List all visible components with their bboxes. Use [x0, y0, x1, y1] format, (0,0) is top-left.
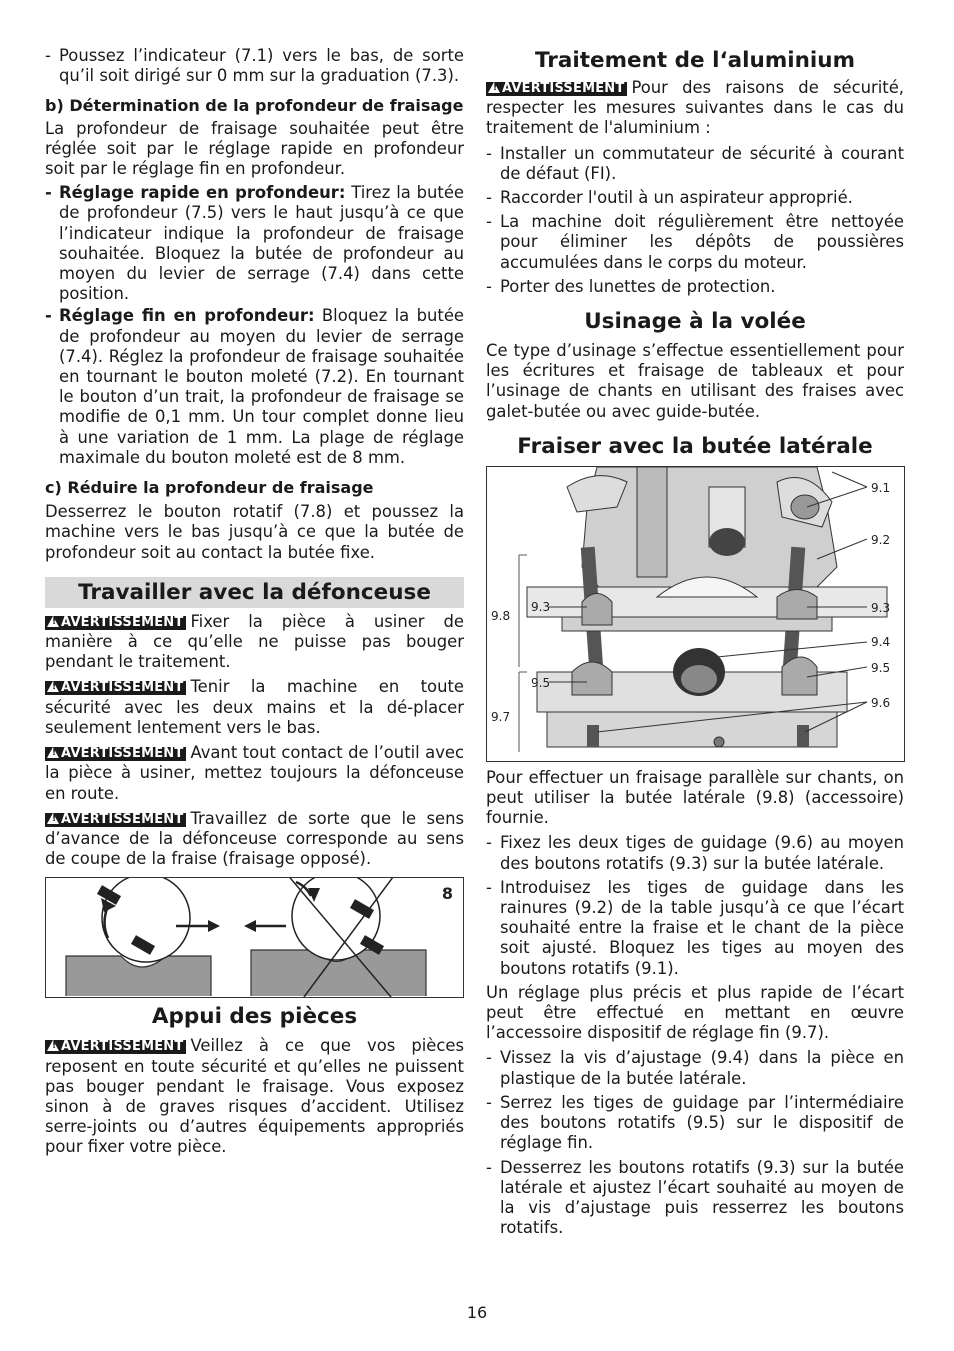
callout-label: 9.8: [491, 608, 511, 623]
section-heading: Appui des pièces: [151, 1004, 358, 1030]
callout-label: 9.7: [491, 709, 511, 724]
paragraph: Pour effectuer un fraisage parallèle sur chants, on peut utiliser la butée latérale (9.8) (accessoire) fournie.: [486, 767, 904, 828]
warning-icon: !: [47, 813, 59, 824]
callout-label: 9.3: [871, 600, 891, 615]
figure-8: [45, 877, 464, 998]
list-item: - Réglage fin en profondeur: Bloquez la butée de profondeur au moyen du levier de serrage (7.4). Réglez la profondeur de fraisage souhaitée en tournant le bouton moleté (7.2). En tournant le bouton d’un trait, la profondeur de fraisage se modifie de 0,1 mm. Un tour complet donne lieu à une variation de 1 mm. La plage de réglage maximale du bouton moleté est de 8 mm.: [45, 306, 464, 467]
section-heading: Traitement de l‘aluminium: [534, 48, 856, 73]
paragraph: Desserrez le bouton rotatif (7.8) et poussez la machine vers le bas jusqu’à ce que la butée de profondeur soit au contact la butée fixe.: [45, 502, 464, 562]
list-item: - Introduisez les tiges de guidage dans les rainures (9.2) de la table jusqu’à ce que l’écart souhaité entre la fraise et le chant de la pièce soit ajusté. Bloquez les tiges au moyen des boutons rotatifs (9.1).: [486, 877, 904, 978]
warning-icon: !: [47, 1040, 59, 1051]
callout-label: 9.6: [871, 695, 891, 710]
section-heading: Usinage à la volée: [584, 309, 806, 335]
section-heading: Travailler avec la défonceuse: [45, 577, 464, 608]
right-column: [486, 48, 904, 1238]
list-item: - Desserrez les boutons rotatifs (9.3) sur la butée latérale et ajustez l’écart souhaité au moyen de la vis d’ajustage puis resserrez les boutons rotatifs.: [486, 1157, 904, 1238]
paragraph: Un réglage plus précis et plus rapide de l’écart peut être effectué en mettant en œuvre l’accessoire dispositif de réglage fin (9.7).: [486, 982, 904, 1043]
paragraph: La profondeur de fraisage souhaitée peut être réglée soit par le réglage rapide en profondeur soit par le réglage fin en profondeur.: [45, 118, 464, 179]
aluminium-list: [486, 144, 904, 297]
fine-adjust-list: [486, 1048, 904, 1238]
list-item: - Réglage rapide en profondeur: Tirez la butée de profondeur (7.5) vers le haut jusqu’à ce que l’indicateur indique la profondeur de fraisage souhaitée. Bloquez la butée de profondeur au moyen du levier de serrage (7.4) dans cette position.: [45, 183, 465, 304]
warning-paragraph: ! AVERTISSEMENT Veillez à ce que vos pièces reposent en toute sécurité et qu’elles ne puissent pas bouger pendant le fraisage. Vous exposez sinon à de graves risques d’accident. Utilisez serre-joints ou d’autres équipements appropriés pour fixer votre pièce.: [45, 1036, 464, 1157]
list-item: - Raccorder l'outil à un aspirateur approprié.: [486, 188, 853, 208]
side-fence-illustration: [487, 467, 904, 761]
warning-paragraph: ! AVERTISSEMENT Avant tout contact de l’outil avec la pièce à usiner, mettez toujours la défonceuse en route.: [45, 743, 464, 803]
list-item: - Fixez les deux tiges de guidage (9.6) au moyen des boutons rotatifs (9.3) sur la butée latérale.: [486, 833, 904, 873]
list-item: - Poussez l’indicateur (7.1) vers le bas, de sorte qu’il soit dirigé sur 0 mm sur la graduation (7.3).: [45, 46, 464, 86]
list-item: - Installer un commutateur de sécurité à courant de défaut (FI).: [486, 143, 904, 183]
warning-icon: !: [488, 82, 500, 93]
warning-badge: ! AVERTISSEMENT: [45, 747, 186, 761]
warning-paragraph: ! AVERTISSEMENT Fixer la pièce à usiner de manière à ce qu’elle ne puisse pas bouger pendant le traitement.: [45, 611, 464, 672]
figure-9: [486, 466, 905, 762]
warning-badge: ! AVERTISSEMENT: [45, 681, 186, 695]
list-item: - Vissez la vis d’ajustage (9.4) dans la pièce en plastique de la butée latérale.: [486, 1048, 904, 1088]
warning-paragraph: ! AVERTISSEMENT Travaillez de sorte que le sens d’avance de la défonceuse corresponde au sens de coupe de la fraise (fraisage opposé).: [45, 808, 464, 869]
callout-label: 9.4: [871, 634, 891, 649]
warning-paragraph: ! AVERTISSEMENT Pour des raisons de sécurité, respecter les mesures suivantes dans le cas du traitement de l'aluminium :: [486, 78, 904, 138]
section-subtitle-c: c) Réduire la profondeur de fraisage: [45, 478, 374, 498]
warning-badge: ! AVERTISSEMENT: [45, 616, 186, 630]
warning-badge: ! AVERTISSEMENT: [486, 82, 627, 96]
warning-icon: !: [47, 747, 59, 758]
routing-direction-illustration: [46, 878, 463, 997]
warning-icon: !: [47, 616, 59, 627]
callout-label: 9.5: [531, 675, 551, 690]
callout-label: 9.1: [871, 480, 891, 495]
callout-label: 9.3: [531, 599, 551, 614]
warning-icon: !: [47, 681, 59, 692]
list-item: - La machine doit régulièrement être nettoyée pour éliminer les dépôts de poussières accumulées dans le corps du moteur.: [486, 212, 904, 272]
warning-paragraph: ! AVERTISSEMENT Tenir la machine en toute sécurité avec les deux mains et la dé-placer seulement lentement vers le bas.: [45, 677, 464, 737]
list-item: - Porter des lunettes de protection.: [486, 276, 776, 296]
figure-number: 8: [441, 884, 453, 904]
callout-label: 9.2: [871, 532, 891, 547]
left-column: [45, 46, 464, 1158]
warning-badge: ! AVERTISSEMENT: [45, 1040, 186, 1054]
section-heading: Fraiser avec la butée latérale: [517, 433, 873, 459]
callout-label: 9.5: [871, 660, 891, 675]
fence-list: [486, 833, 904, 978]
warning-badge: ! AVERTISSEMENT: [45, 813, 186, 827]
list-item: - Serrez les tiges de guidage par l’intermédiaire des boutons rotatifs (9.5) sur le dispositif de réglage fin.: [486, 1092, 904, 1153]
page-number: 16: [466, 1303, 488, 1322]
paragraph: Ce type d’usinage s’effectue essentiellement pour les écritures et fraisage de tableaux et pour l’usinage de chants en utilisant des fraises avec galet-butée ou avec guide-butée.: [486, 341, 904, 421]
section-subtitle-b: b) Détermination de la profondeur de fraisage: [45, 96, 464, 116]
